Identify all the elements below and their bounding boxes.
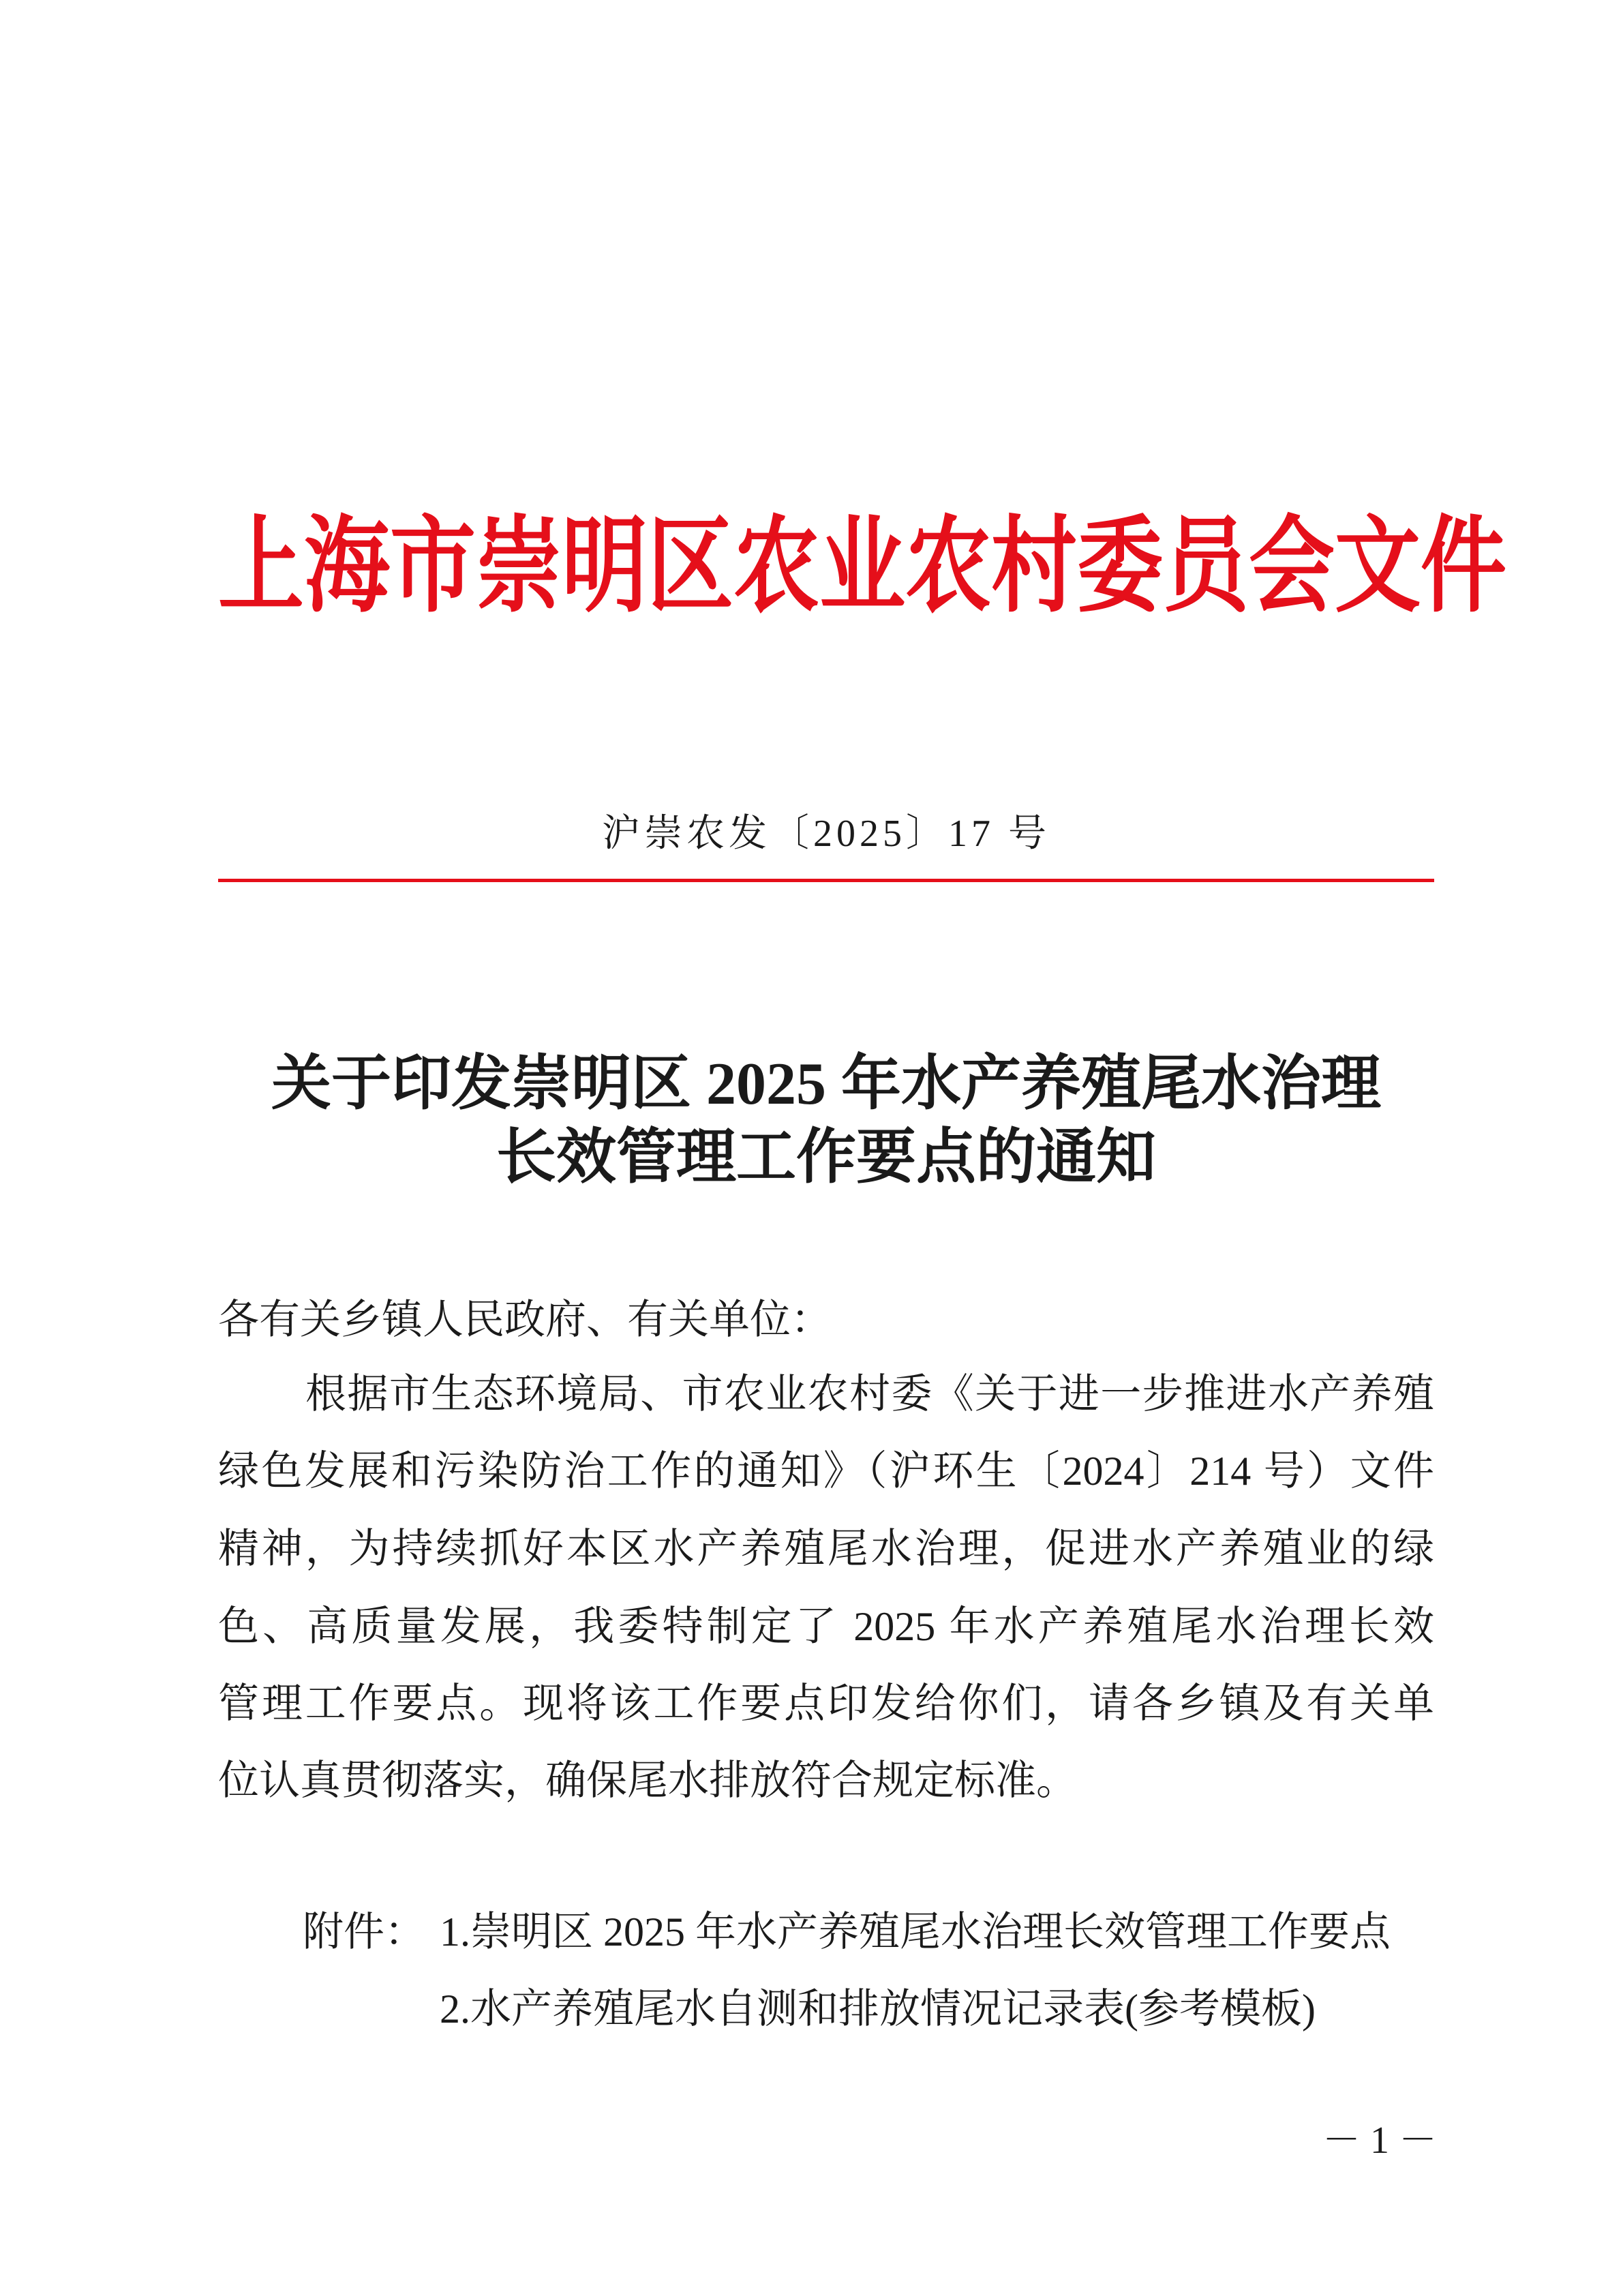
body-line-6: 位认真贯彻落实，确保尾水排放符合规定标准。 — [218, 1758, 1077, 1803]
document-number: 沪崇农发〔2025〕17 号 — [602, 813, 1050, 855]
body-line-2: 绿色发展和污染防治工作的通知》（沪环生〔2024〕214 号）文件 — [218, 1449, 1434, 1494]
document-header-title: 上海市崇明区农业农村委员会文件 — [218, 509, 1506, 626]
body-line-5: 管理工作要点。现将该工作要点印发给你们，请各乡镇及有关单 — [218, 1681, 1434, 1726]
attachment-item-1: 1.崇明区 2025 年水产养殖尾水治理长效管理工作要点 — [440, 1909, 1391, 1954]
body-line-1: 根据市生态环境局、市农业农村委《关于进一步推进水产养殖 — [305, 1372, 1434, 1417]
attachment-item-2: 2.水产养殖尾水自测和排放情况记录表(参考模板) — [440, 1987, 1316, 2031]
body-line-3: 精神，为持续抓好本区水产养殖尾水治理，促进水产养殖业的绿 — [218, 1526, 1434, 1571]
salutation: 各有关乡镇人民政府、有关单位： — [218, 1297, 832, 1342]
attachments-label: 附件： — [303, 1909, 425, 1954]
notice-title-line-2: 长效管理工作要点的通知 — [496, 1125, 1156, 1191]
header-divider-line — [218, 879, 1434, 882]
notice-title-line-1: 关于印发崇明区 2025 年水产养殖尾水治理 — [271, 1051, 1381, 1117]
page-number: － 1 － — [1322, 2119, 1437, 2162]
body-line-4: 色、高质量发展，我委特制定了 2025 年水产养殖尾水治理长效 — [218, 1604, 1434, 1649]
